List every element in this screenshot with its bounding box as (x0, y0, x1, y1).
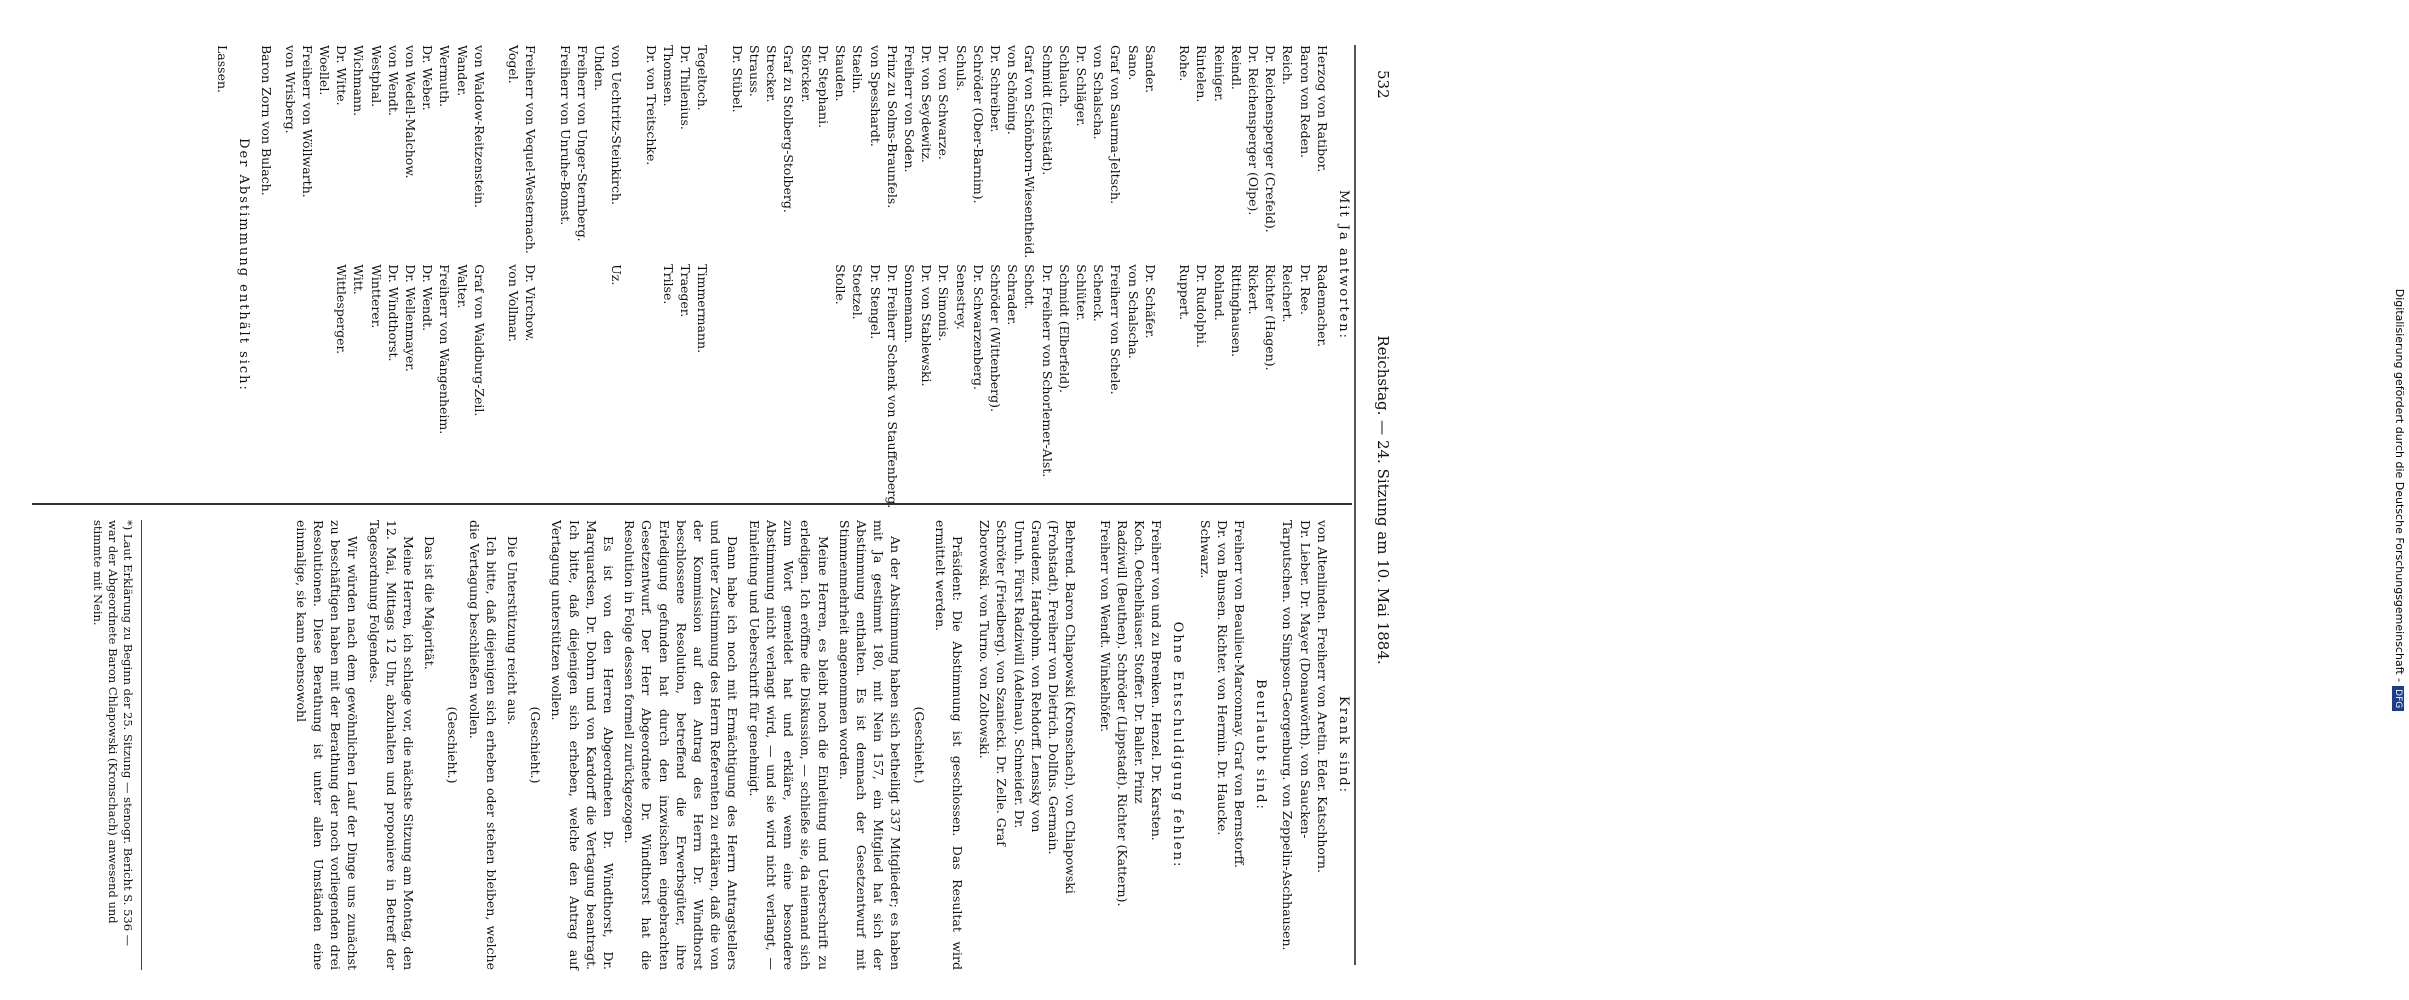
beurlaubt-line: Dr. von Bunsen. Richter. von Hermin. Dr. Haucke. (1214, 520, 1230, 836)
beurlaubt-list (1196, 520, 1248, 970)
ohne-line: Koch. Oechelhäuser. Stoffer. Dr. Baller. Prinz (1131, 520, 1147, 804)
beurlaubt-section (1196, 520, 1269, 970)
ja-name-line: Thomsen. (661, 45, 677, 107)
ja-name-line: Rohland. (1211, 264, 1227, 321)
footnote: *) Laut Erklärung zu Beginn der 25. Sitzung — stenogr. Bericht S. 536 — war der Abgeordnete Baron Chlapowski (Kronschach) anwesend und stimmte mit Nein. (90, 520, 142, 970)
ja-name-line (1159, 45, 1176, 258)
adjournment-motion-paragraph: Es ist von den Herren Abgeordneten Dr. Windthorst, Dr. Marquardsen, Dr. Dohrn und von Kardorff die Vertagung beantragt. Ich bitte, daß diejenigen sich erheben, welche den Antrag auf Vertagung unterstützen wollen. (549, 520, 617, 970)
ja-name-line: Dr. Schläger. (1073, 45, 1089, 127)
ja-name-line: Rittinghausen. (1228, 264, 1244, 358)
ja-name-line: Sano. (1125, 45, 1141, 81)
header-rule (1355, 45, 1357, 965)
ja-name-line: Reichert. (1280, 264, 1296, 323)
ja-name-line: Dr. Stübel. (729, 45, 745, 113)
pause-note-3: (Geschieht.) (445, 706, 461, 784)
ja-name-line (539, 45, 556, 258)
ja-column-2 (281, 264, 1330, 508)
vote-result-paragraph: An der Abstimmung haben sich betheiligt 337 Mitglieder; es haben mit Ja gestimmt 180, mit Nein 157, ein Mitglied hat sich der Abstimmung enthalten. Es ist demnach der Gesetzentwurf mit Stimmenmehrheit angenommen worden. (836, 520, 904, 970)
ja-name-line: Timmermann. (695, 264, 711, 354)
ja-name-line: Dr. Ree. (1297, 264, 1313, 316)
resolution-paragraph: Dann habe ich noch mit Ermächtigung des Herrn Antragstellers und unter Zustimmung des Herrn Referenten zu erklären, daß die von der Kommission auf den Antrag des Herrn Dr. Windthorst beschlossene Resolution, betreffend die Erwerbsgüter, ihre Erledigung gefunden hat durch den inzwischen eingebrachten Gesetzentwurf. Der Herr Abgeordnete Dr. Windthorst hat die Resolution in Folge dessen formell zurückgezogen. (622, 520, 741, 970)
ja-name-line: Trilse. (661, 264, 677, 305)
beurlaubt-heading: Beurlaubt sind: (1253, 679, 1269, 811)
ja-name-line: Reich. (1280, 45, 1296, 85)
ohne-line: Schröter (Friedberg). von Szaniecki. Dr. Zelle. Graf (994, 520, 1010, 846)
ja-name-line: Stolle. (833, 264, 849, 305)
ja-name-line: Dr. von Seydewitz. (919, 45, 935, 163)
left-column (32, 45, 1352, 509)
ja-name-line: Reindl. (1228, 45, 1244, 90)
ja-name-line: Strauss. (747, 45, 763, 97)
ja-name-line: Freiherr von Unruhe-Bomst. (557, 45, 573, 226)
ja-name-line: Prinz zu Solms-Braunfels. (884, 45, 900, 209)
dfg-credit-text (2389, 0, 2409, 1000)
ja-name-line: Störcker. (798, 45, 814, 103)
ja-name-line (557, 264, 574, 508)
vote-request-paragraph: Ich bitte, daß diejenigen sich erheben oder stehen bleiben, welche die Vertagung beschließen wollen. (466, 520, 499, 970)
ja-name-line (780, 264, 797, 508)
ja-name-line: Schuls. (953, 45, 969, 92)
credit-text: Digitalisierung gefördert durch die Deutsche Forschungsgemeinschaft - (2393, 288, 2406, 683)
ohne-line: Zborowski. von Turno. von Zoltowski. (977, 520, 993, 759)
ja-name-line: Schott. (1022, 264, 1038, 310)
ja-name-line: Schlüter. (1073, 264, 1089, 321)
ja-name-line: Dr. Freiherr Schenk von Stauffenberg. (884, 264, 900, 509)
ja-name-line: Uhden. (592, 45, 608, 92)
ja-name-line: Dr. Stephani. (815, 45, 831, 129)
krank-list (1279, 520, 1331, 970)
krank-line: Dr. Lieber. Dr. Mayer (Donauwörth). von Saucken- (1297, 520, 1313, 839)
ja-name-line: Dr. Schwarzenberg. (970, 264, 986, 390)
enthaelt-name: Lassen. (215, 45, 230, 94)
pause-note-2: (Geschieht.) (528, 706, 544, 784)
ja-name-line: Dr. von Treitschke. (643, 45, 659, 166)
ja-name-line: von Schalscha. (1091, 45, 1107, 140)
ja-name-line (1159, 264, 1176, 508)
ja-name-line: Dr. Reichensperger (Crefeld). (1263, 45, 1279, 233)
ja-name-line: Stauden. (833, 45, 849, 102)
ja-name-line: Wittlesperger. (334, 264, 350, 355)
ja-name-line: Schmidt (Eichstädt). (1039, 45, 1055, 176)
ja-name-line: Wichmann. (351, 45, 367, 117)
ja-name-line: Dr. Thilenius. (678, 45, 694, 130)
beurlaubt-line: Schwarz. (1197, 520, 1213, 579)
ja-name-line: von Spesshardt. (867, 45, 883, 147)
beurlaubt-line: Freiherr von Beaulieu-Marconnay. Graf von Bernstorff. (1231, 520, 1247, 869)
ja-name-line: Ruppert. (1177, 264, 1193, 321)
ja-name-line: Westphal. (368, 45, 384, 108)
support-paragraph: Die Unterstützung reicht aus. (505, 536, 521, 725)
ja-name-line (488, 264, 505, 508)
ja-name-line: Dr. Weber. (420, 45, 436, 111)
page-header (1356, 60, 1392, 940)
ja-name-line: Walter. (454, 264, 470, 309)
ja-name-line: Freiherr von Schele. (1108, 264, 1124, 395)
ja-name-list (281, 45, 1330, 509)
agenda-paragraph: Wir würden nach dem gewöhnlichen Lauf der Dinge uns zunächst zu beschäftigen haben mit der Berathung der noch vorliegenden drei Resolutionen. Diese Berathung ist unter allen Umständen eine einmalige, sie kann ebensowohl (293, 520, 361, 970)
ja-name-line (711, 264, 728, 508)
ja-name-line: Schlauch. (1056, 45, 1072, 108)
ja-name-line: Dr. Wellenmayer. (403, 264, 419, 372)
ja-name-line: Dr. Rudolphi. (1194, 264, 1210, 348)
ja-name-line (729, 264, 746, 508)
ja-name-line (591, 264, 608, 508)
ja-name-line (625, 45, 642, 258)
ja-name-line (625, 264, 642, 508)
ja-name-line: Graf zu Stolberg-Stolberg. (781, 45, 797, 213)
ja-name-line: von Vollmar. (506, 264, 522, 343)
dfg-logo: DFG (2392, 686, 2404, 711)
ja-name-line: Baron von Reden. (1297, 45, 1313, 159)
ja-name-line: Dr. Windthorst. (385, 264, 401, 362)
ja-name-line (281, 264, 298, 508)
ja-name-line: Dr. Reichensperger (Olpe). (1245, 45, 1261, 216)
ja-name-line: Uz. (609, 264, 625, 286)
ja-name-line: Sonnemann. (901, 264, 917, 344)
ja-name-line (574, 264, 591, 508)
ja-name-line (711, 45, 728, 258)
ja-name-line (763, 264, 780, 508)
ja-name-line: Graf von Saurma-Jeltsch. (1108, 45, 1124, 205)
ja-name-line: Rintelen. (1194, 45, 1210, 103)
introduction-paragraph: Meine Herren, es bleibt noch die Einleitung und Ueberschrift zu erledigen. Ich eröffne die Diskussion, — schließe sie, da niemand sich zum Wort gemeldet hat und erkläre, wenn eine besondere Abstimmung nicht verlangt wird, — und sie wird nicht verlangt, — Einleitung und Ueberschrift für genehmigt. (746, 520, 831, 970)
dfg-credit-strip (1409, 0, 2406, 1000)
ja-name-line: Dr. Freiherr von Schorlemer-Alst. (1039, 264, 1055, 478)
ja-name-line: Traeger. (678, 264, 694, 318)
ja-name-line: Vogel. (506, 45, 522, 84)
ja-name-line (798, 264, 815, 508)
ohne-line: Radziwill (Beuthen). Schröder (Lippstadt). Richter (Kattern). (1114, 520, 1130, 907)
krank-heading: Krank sind: (1336, 696, 1351, 794)
ja-name-line: Senestrey. (953, 264, 969, 330)
ohne-section (976, 520, 1186, 970)
ja-name-line (815, 264, 832, 508)
ohne-list (976, 520, 1165, 970)
page-title: Reichstag. — 24. Sitzung am 10. Mai 1884. (1374, 335, 1392, 665)
ja-name-line: von Uechtritz-Steinkirch. (609, 45, 625, 206)
ja-name-line: von Wendt. (385, 45, 401, 116)
ja-heading: Mit Ja antworten: (1336, 189, 1351, 341)
ja-name-line: Wermuth. (437, 45, 453, 108)
ja-name-line: Dr. Witte. (334, 45, 350, 106)
ohne-line (1079, 520, 1096, 970)
ja-name-line (746, 264, 763, 508)
ja-name-line: Freiherr von Wangenheim. (437, 264, 453, 435)
ja-name-line: Dr. Virchow. (523, 264, 539, 342)
ja-name-line: Dr. Schäfer. (1142, 264, 1158, 339)
majority-paragraph: Das ist die Majorität. (422, 536, 438, 670)
ja-name-line: Freiherr von Wöllwarth. (299, 45, 315, 198)
ohne-line: Freiherr von Wendt. Winkelhöfer. (1097, 520, 1113, 733)
ja-name-line (539, 264, 556, 508)
ja-name-line: Stoetzel. (850, 264, 866, 320)
ja-name-line: Freiherr von Vequel-Westernach. (523, 45, 539, 254)
ja-name-line: Graf von Schönborn-Wiesentheid. (1022, 45, 1038, 259)
page-number: 532 (1374, 70, 1392, 99)
ja-name-line: Witt. (351, 264, 367, 295)
ohne-line: Behrend. Baron Chlapowski (Kronschach). von Chlapowski (1063, 520, 1079, 894)
ja-column-1 (281, 45, 1330, 258)
ja-name-line (316, 264, 333, 508)
ohne-heading: Ohne Entschuldigung fehlen: (1170, 621, 1186, 869)
ja-name-line: Freiherr von Soden. (901, 45, 917, 173)
ja-name-line: Dr. von Schwarze. (936, 45, 952, 160)
ja-name-line: Dr. Wendt. (420, 264, 436, 332)
ja-name-line: von Waldow-Reitzenstein. (471, 45, 487, 208)
ja-name-line: Schröder (Ober-Barnim). (970, 45, 986, 204)
ja-name-line: Rademacher. (1314, 264, 1330, 348)
ja-name-line: Graf von Waldburg-Zeil. (471, 264, 487, 417)
ja-name-line: Tegeltoch. (695, 45, 711, 111)
krank-section (1279, 520, 1352, 970)
right-column (32, 520, 1352, 970)
ja-name-line: Herzog von Ratibor. (1314, 45, 1330, 173)
ja-name-line: Freiherr von Unger-Sternberg. (575, 45, 591, 242)
ja-name-line: Reiniger. (1211, 45, 1227, 102)
ja-name-line: Rickert. (1245, 264, 1261, 315)
ja-name-line: Dr. von Stablewski. (919, 264, 935, 387)
ja-name-line: Dr. Stengel. (867, 264, 883, 340)
ja-name-line: von Wedell-Malchow. (403, 45, 419, 179)
ja-name-line: von Wrisberg. (282, 45, 298, 134)
enthaelt-heading: Der Abstimmung enthält sich: (236, 138, 252, 392)
ja-name-line: Schmidt (Elberfeld). (1056, 264, 1072, 393)
ja-name-line: Woellel. (317, 45, 333, 96)
ja-name-line: von Schalscha. (1125, 264, 1141, 359)
next-session-paragraph: Meine Herren, ich schlage vor, die nächste Sitzung am Montag, den 12. Mai, Mittags 12 Uhr, abzuhalten und proponiere in Betreff der Tagesordnung Folgendes. (366, 520, 417, 970)
ja-name-line (488, 45, 505, 258)
ja-name-line: Rohe. (1177, 45, 1193, 82)
ja-name-line (643, 264, 660, 508)
president-statement: Präsident: Die Abstimmung ist geschlossen. Das Resultat wird ermittelt werden. (932, 520, 965, 970)
pause-note-1: (Geschieht.) (911, 706, 927, 784)
ja-name-line: Wintterer. (368, 264, 384, 329)
ja-name-line: Schrader. (1005, 264, 1021, 326)
krank-line: von Altenlinden. Freiherr von Aretin. Eder. Katschhorn. (1314, 520, 1330, 873)
ohne-line: (Frohstadt). Freiherr von Dietrich. Dollfus. Germain. (1045, 520, 1061, 855)
ja-name-line: Staelin. (850, 45, 866, 94)
ja-name-line: Dr. Schreiber. (987, 45, 1003, 133)
ja-name-line: von Schöning. (1005, 45, 1021, 135)
ohne-line: Freiherr von und zu Brenken. Henzel. Dr. Karsten. (1149, 520, 1165, 841)
krank-line: Tarputschen. von Simpson-Georgenburg. von Zeppelin-Aschhausen. (1280, 520, 1296, 951)
zorn-line: Baron Zorn von Bulach. (259, 45, 275, 196)
ohne-line: Unruh. Fürst Radziwill (Adelnau). Schneider. Dr. (1011, 520, 1027, 829)
ja-name-line: Sander. (1142, 45, 1158, 94)
ja-name-line: Dr. Simonis. (936, 264, 952, 342)
ja-name-line: Schröder (Wittenberg). (987, 264, 1003, 412)
ja-name-line: Wander. (454, 45, 470, 97)
ohne-line: Graudenz. Hardpohm. von Rehdorff. Lenssky von (1028, 520, 1044, 833)
ja-name-line: Richter (Hagen). (1263, 264, 1279, 371)
ja-name-line: Strecker. (764, 45, 780, 103)
ja-name-line: Schenck. (1091, 264, 1107, 322)
ja-name-line (299, 264, 316, 508)
